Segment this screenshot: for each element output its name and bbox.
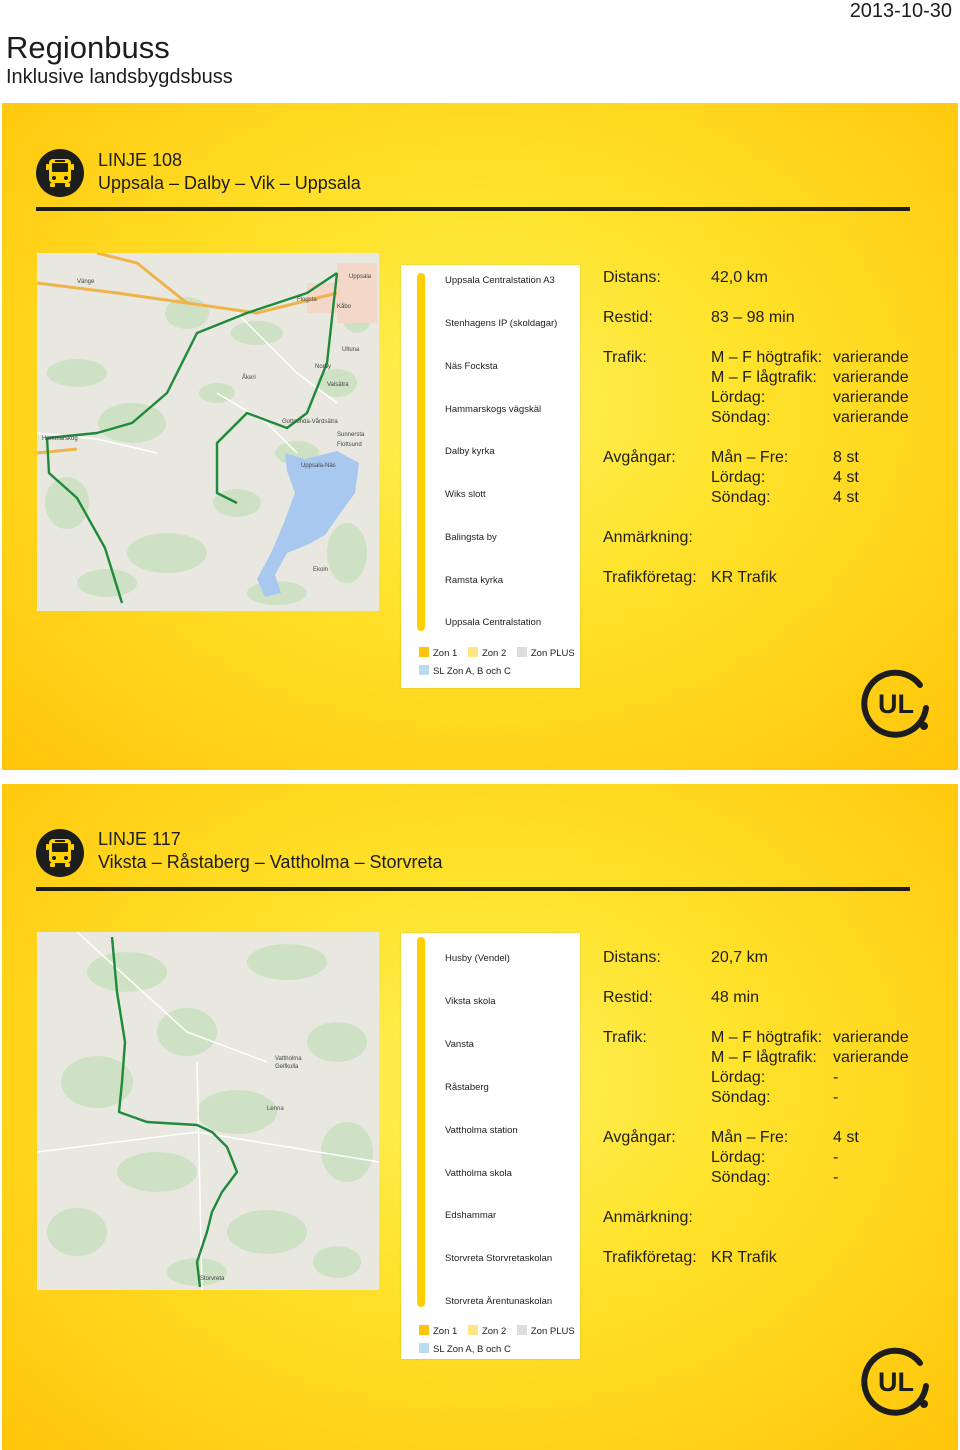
bus-icon bbox=[36, 829, 84, 877]
zone-legend bbox=[419, 647, 583, 659]
sondag-value: varierande bbox=[833, 409, 909, 426]
line-info bbox=[603, 269, 933, 589]
lordag-label: Lördag: bbox=[711, 389, 766, 406]
avg-sondag-label: Söndag: bbox=[711, 1169, 771, 1186]
stop-name: Ramsta kyrka bbox=[445, 575, 504, 586]
legend-zon2: Zon 2 bbox=[481, 648, 507, 659]
map-label: Storvreta bbox=[200, 1276, 225, 1282]
stop-name: Wiks slott bbox=[445, 489, 486, 500]
map-label: Uppsala-Näs bbox=[301, 463, 336, 469]
anmarkning-label: Anmärkning: bbox=[603, 1209, 693, 1226]
line-108-panel bbox=[2, 103, 958, 770]
stop-name: Storvreta Storvretaskolan bbox=[445, 1253, 553, 1264]
map-label: Vattholma bbox=[275, 1056, 302, 1062]
map-label: Ultuna bbox=[342, 347, 360, 353]
stop-name: Hammarskogs vägskäl bbox=[445, 404, 542, 415]
zone1-swatch bbox=[419, 1325, 429, 1335]
zone-legend bbox=[419, 1325, 583, 1337]
sondag-label: Söndag: bbox=[711, 1089, 771, 1106]
zone-legend-sl bbox=[419, 665, 511, 677]
route-bar bbox=[417, 273, 425, 631]
mf-hog-value: varierande bbox=[833, 1029, 909, 1046]
map-label: Flogsta bbox=[297, 297, 317, 303]
zone-legend-sl bbox=[419, 1343, 511, 1355]
restid-label: Restid: bbox=[603, 989, 653, 1006]
distans-label: Distans: bbox=[603, 269, 661, 286]
distans-label: Distans: bbox=[603, 949, 661, 966]
avg-lordag-label: Lördag: bbox=[711, 469, 766, 486]
map-label: Lenna bbox=[267, 1106, 284, 1112]
line-info bbox=[603, 949, 933, 1269]
map-label: Valsätra bbox=[327, 382, 349, 388]
line-route: Viksta – Råstaberg – Vattholma – Storvreta bbox=[98, 852, 443, 872]
anmarkning-label: Anmärkning: bbox=[603, 529, 693, 546]
stop-name: Dalby kyrka bbox=[445, 446, 495, 457]
restid-value: 48 min bbox=[711, 989, 760, 1006]
stop-name: Råstaberg bbox=[445, 1082, 489, 1093]
trafikforetag-label: Trafikföretag: bbox=[603, 1249, 697, 1266]
svg-text:UL: UL bbox=[878, 689, 914, 719]
avg-lordag-label: Lördag: bbox=[711, 1149, 766, 1166]
stop-name: Vattholma skola bbox=[445, 1168, 512, 1179]
map-label: Uppsala bbox=[349, 274, 372, 280]
stop-name: Uppsala Centralstation bbox=[445, 617, 542, 628]
man-fre-value: 8 st bbox=[833, 449, 859, 466]
zone2-swatch bbox=[468, 647, 478, 657]
mf-lag-label: M – F lågtrafik: bbox=[711, 1049, 817, 1066]
stop-name: Viksta skola bbox=[445, 996, 496, 1007]
legend-sl: SL Zon A, B och C bbox=[433, 666, 511, 677]
line-route: Uppsala – Dalby – Vik – Uppsala bbox=[98, 173, 361, 193]
trafik-label: Trafik: bbox=[603, 349, 647, 366]
map-label: Kåbo bbox=[337, 304, 352, 310]
legend-zonplus: Zon PLUS bbox=[530, 648, 575, 659]
stop-name: Vansta bbox=[445, 1039, 474, 1050]
stop-name: Husby (Vendel) bbox=[445, 953, 510, 964]
svg-text:UL: UL bbox=[878, 1367, 914, 1397]
stop-name: Vattholma station bbox=[445, 1125, 518, 1136]
route-map bbox=[37, 932, 379, 1290]
legend-zon1: Zon 1 bbox=[433, 1326, 458, 1337]
page-date: 2013-10-30 bbox=[849, 0, 952, 22]
route-bar bbox=[417, 937, 425, 1307]
title-rule bbox=[36, 207, 910, 211]
map-label: Vänge bbox=[77, 279, 95, 285]
map-label: Sunnersta bbox=[337, 432, 365, 438]
line-number: LINJE 117 bbox=[98, 829, 181, 849]
man-fre-value: 4 st bbox=[833, 1129, 859, 1146]
avgangar-label: Avgångar: bbox=[603, 1129, 676, 1146]
map-label: Ekoln bbox=[313, 567, 329, 573]
avg-lordag-value: - bbox=[833, 1149, 839, 1166]
trafik-label: Trafik: bbox=[603, 1029, 647, 1046]
bus-icon bbox=[36, 149, 84, 197]
man-fre-label: Mån – Fre: bbox=[711, 449, 789, 466]
sl-swatch bbox=[419, 1343, 429, 1353]
legend-zon2: Zon 2 bbox=[481, 1326, 507, 1337]
avgangar-label: Avgångar: bbox=[603, 449, 676, 466]
map-label: Hammarskog bbox=[42, 436, 78, 442]
mf-hog-value: varierande bbox=[833, 349, 909, 366]
avg-sondag-value: 4 st bbox=[833, 489, 859, 506]
trafikforetag-value: KR Trafik bbox=[711, 569, 777, 586]
avg-sondag-value: - bbox=[833, 1169, 839, 1186]
zone1-swatch bbox=[419, 647, 429, 657]
ul-logo bbox=[860, 1346, 932, 1418]
map-label: Åkeri bbox=[242, 375, 256, 381]
page-subtitle: Inklusive landsbygdsbuss bbox=[6, 66, 233, 88]
stop-name: Uppsala Centralstation A3 bbox=[445, 275, 555, 286]
map-label: Gelfkulla bbox=[275, 1064, 299, 1070]
avg-sondag-label: Söndag: bbox=[711, 489, 771, 506]
distans-value: 20,7 km bbox=[711, 949, 768, 966]
legend-sl: SL Zon A, B och C bbox=[433, 1344, 511, 1355]
title-rule bbox=[36, 887, 910, 891]
line-number: LINJE 108 bbox=[98, 150, 183, 170]
map-label: Gottsunda-Vårdsätra bbox=[282, 419, 338, 425]
mf-lag-value: varierande bbox=[833, 369, 909, 386]
lordag-value: - bbox=[833, 1069, 839, 1086]
zonplus-swatch bbox=[517, 1325, 527, 1335]
sondag-value: - bbox=[833, 1089, 839, 1106]
trafikforetag-label: Trafikföretag: bbox=[603, 569, 697, 586]
map-label: Norby bbox=[315, 364, 332, 370]
restid-label: Restid: bbox=[603, 309, 653, 326]
mf-hog-label: M – F högtrafik: bbox=[711, 1029, 823, 1046]
stop-list bbox=[401, 265, 580, 688]
restid-value: 83 – 98 min bbox=[711, 309, 795, 326]
legend-zon1: Zon 1 bbox=[433, 648, 458, 659]
sondag-label: Söndag: bbox=[711, 409, 771, 426]
mf-hog-label: M – F högtrafik: bbox=[711, 349, 823, 366]
mf-lag-label: M – F lågtrafik: bbox=[711, 369, 817, 386]
stop-name: Storvreta Ärentunaskolan bbox=[445, 1296, 553, 1307]
stop-name: Stenhagens IP (skoldagar) bbox=[445, 318, 558, 329]
lordag-label: Lördag: bbox=[711, 1069, 766, 1086]
lordag-value: varierande bbox=[833, 389, 909, 406]
route-map bbox=[37, 253, 379, 611]
stop-name: Näs Focksta bbox=[445, 361, 498, 372]
page-title: Regionbuss bbox=[6, 30, 170, 65]
distans-value: 42,0 km bbox=[711, 269, 768, 286]
avg-lordag-value: 4 st bbox=[833, 469, 859, 486]
zonplus-swatch bbox=[517, 647, 527, 657]
map-label: Flottsund bbox=[337, 442, 362, 448]
stop-name: Balingsta by bbox=[445, 532, 497, 543]
ul-logo bbox=[860, 668, 932, 740]
stop-list bbox=[401, 933, 580, 1359]
legend-zonplus: Zon PLUS bbox=[530, 1326, 575, 1337]
man-fre-label: Mån – Fre: bbox=[711, 1129, 789, 1146]
mf-lag-value: varierande bbox=[833, 1049, 909, 1066]
trafikforetag-value: KR Trafik bbox=[711, 1249, 777, 1266]
line-117-panel bbox=[2, 784, 958, 1450]
stop-name: Edshammar bbox=[445, 1210, 497, 1221]
zone2-swatch bbox=[468, 1325, 478, 1335]
sl-swatch bbox=[419, 665, 429, 675]
